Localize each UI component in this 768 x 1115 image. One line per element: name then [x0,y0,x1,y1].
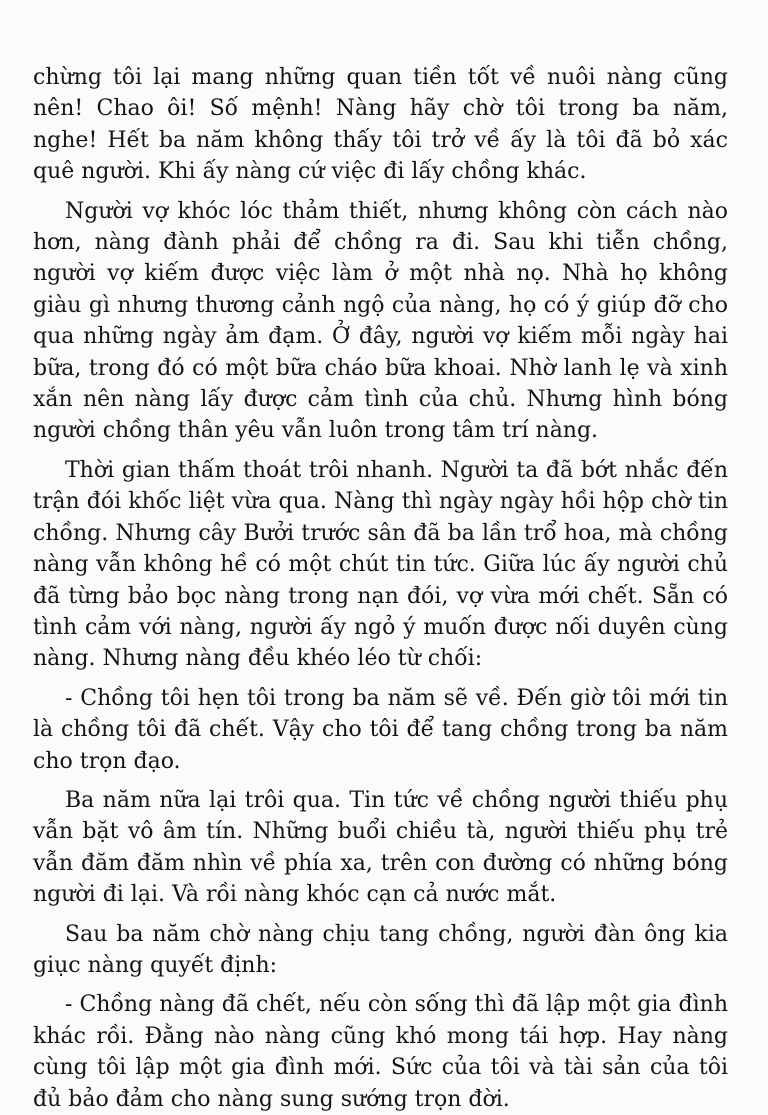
paragraph-dialogue-man: - Chồng nàng đã chết, nếu còn sống thì đã lập một gia đình khác rồi. Đằng nào nàng cũng khó mong tái hợp. Hay nàng cùng tôi lập một gia đình mới. Sức của tôi và tài sản của tôi đủ bảo đảm cho nàng sung sướng trọn đời. [33,992,728,1112]
paragraph-man-urges: Sau ba năm chờ nàng chịu tang chồng, người đàn ông kia giục nàng quyết định: [33,921,728,978]
paragraph-time-passes: Thời gian thấm thoát trôi nhanh. Người ta đã bớt nhắc đến trận đói khốc liệt vừa qua. Nàng thì ngày ngày hồi hộp chờ tin chồng. Nhưng cây Bưởi trước sân đã ba lần trổ hoa, mà chồng nàng vẫn không hề có một chút tin tức. Giữa lúc ấy người chủ đã từng bảo bọc nàng trong nạn đói, vợ vừa mới chết. Sẵn có tình cảm với nàng, người ấy ngỏ ý muốn được nối duyên cùng nàng. Nhưng nàng đều khéo léo từ chối: [33,457,728,672]
paragraph-wife-weeps: Người vợ khóc lóc thảm thiết, nhưng không còn cách nào hơn, nàng đành phải để chồng ra đi. Sau khi tiễn chồng, người vợ kiếm được việc làm ở một nhà nọ. Nhà họ không giàu gì nhưng thương cảnh ngộ của nàng, họ có ý giúp đỡ cho qua những ngày ảm đạm. Ở đây, người vợ kiếm mỗi ngày hai bữa, trong đó có một bữa cháo bữa khoai. Nhờ lanh lẹ và xinh xắn nên nàng lấy được cảm tình của chủ. Nhưng hình bóng người chồng thân yêu vẫn luôn trong tâm trí nàng. [33,198,728,444]
paragraph-three-more-years: Ba năm nữa lại trôi qua. Tin tức về chồng người thiếu phụ vẫn bặt vô âm tín. Những buổi chiều tà, người thiếu phụ trẻ vẫn đăm đăm nhìn về phía xa, trên con đường có những bóng người đi lại. Và rồi nàng khóc cạn cả nước mắt. [33,787,728,908]
paragraph-continuation: chừng tôi lại mang những quan tiền tốt về nuôi nàng cũng nên! Chao ôi! Số mệnh! Nàng hãy chờ tôi trong ba năm, nghe! Hết ba năm không thấy tôi trở về ấy là tôi đã bỏ xác quê người. Khi ấy nàng cứ việc đi lấy chồng khác. [33,65,728,185]
paragraph-dialogue-wife: - Chồng tôi hẹn tôi trong ba năm sẽ về. Đến giờ tôi mới tin là chồng tôi đã chết. Vậy cho tôi để tang chồng trong ba năm cho trọn đạo. [33,685,728,774]
